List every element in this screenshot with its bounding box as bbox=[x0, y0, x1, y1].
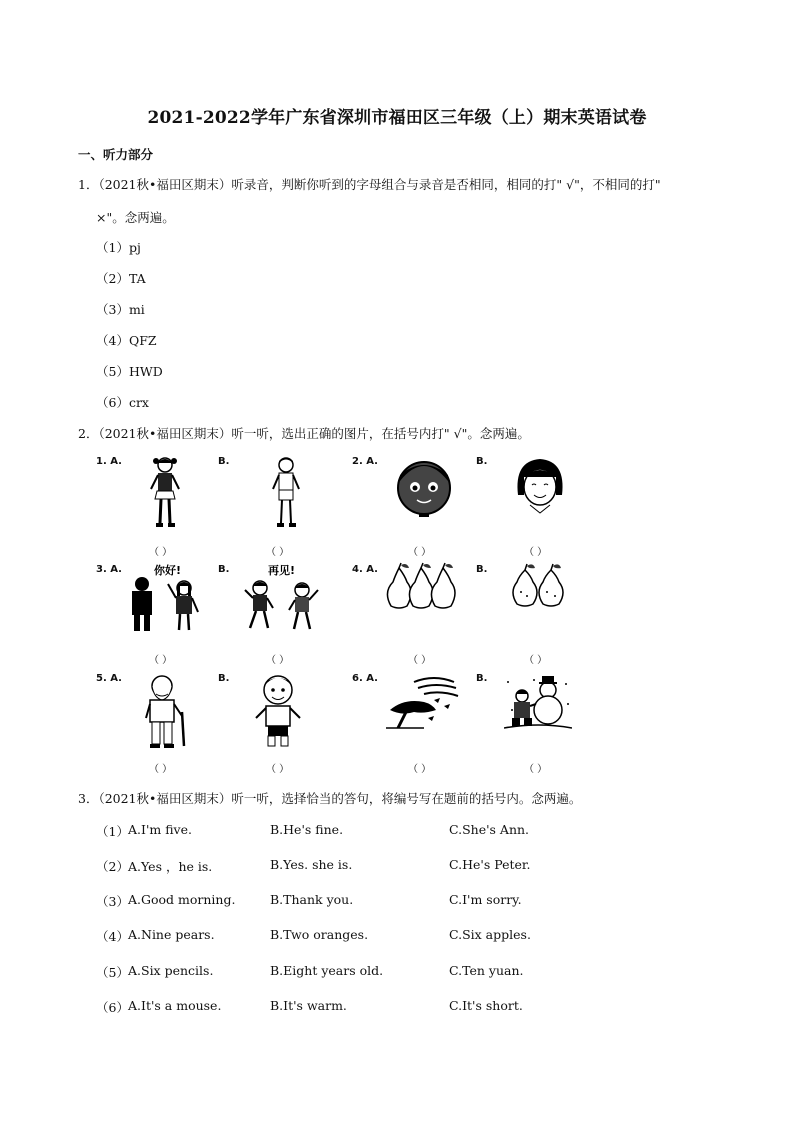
answer-parentheses[interactable]: （ ） bbox=[266, 655, 290, 666]
item-number: （2） bbox=[96, 271, 129, 286]
q3-row-number: （2） bbox=[96, 859, 129, 874]
q1-item bbox=[96, 238, 141, 256]
option-a: A.Six pencils. bbox=[128, 963, 214, 978]
q3-row-number: （6） bbox=[96, 1000, 129, 1015]
item-number: （3） bbox=[96, 302, 129, 317]
item-text: mi bbox=[128, 302, 145, 317]
picture-label: 2. A. bbox=[352, 456, 378, 467]
answer-parentheses[interactable]: （ ） bbox=[408, 764, 432, 775]
picture-label: B. bbox=[218, 673, 230, 684]
answer-parentheses[interactable]: （ ） bbox=[408, 547, 432, 558]
three-pears-image bbox=[385, 562, 461, 610]
item-text: TA bbox=[128, 271, 146, 286]
two-pears-image bbox=[507, 562, 571, 608]
option-c: C.I'm sorry. bbox=[449, 892, 522, 907]
q1-item bbox=[96, 300, 145, 318]
girl-standing-image bbox=[145, 455, 185, 530]
greeting-goodbye-image bbox=[242, 562, 322, 634]
answer-parentheses[interactable]: （ ） bbox=[408, 655, 432, 666]
picture-label: 6. A. bbox=[352, 673, 378, 684]
snowman-image bbox=[504, 674, 572, 734]
answer-parentheses[interactable]: （ ） bbox=[524, 547, 548, 558]
q3-stem: 3．（2021秋•福田区期末）听一听，选择恰当的答句，将编号写在题前的括号内。念两遍。 bbox=[78, 791, 582, 806]
q1-item bbox=[96, 269, 146, 287]
option-a: A.Good morning. bbox=[128, 892, 236, 907]
q1-stem-cont: ×"。念两遍。 bbox=[96, 210, 175, 225]
option-c: C.He's Peter. bbox=[449, 857, 531, 872]
answer-parentheses[interactable]: （ ） bbox=[524, 655, 548, 666]
option-c: C.It's short. bbox=[449, 998, 523, 1013]
item-text: QFZ bbox=[128, 333, 157, 348]
item-text: HWD bbox=[128, 364, 163, 379]
speech-hello: 你好! bbox=[154, 564, 182, 577]
picture-label: 4. A. bbox=[352, 564, 378, 575]
old-man-image bbox=[140, 672, 192, 750]
option-b: B.He's fine. bbox=[270, 822, 344, 837]
option-b: B.Thank you. bbox=[270, 892, 354, 907]
picture-label: B. bbox=[476, 673, 488, 684]
answer-parentheses[interactable]: （ ） bbox=[149, 655, 173, 666]
option-a: A.It's a mouse. bbox=[128, 998, 222, 1013]
q1-item bbox=[96, 331, 157, 349]
option-b: B.Two oranges. bbox=[270, 927, 369, 942]
item-number: （4） bbox=[96, 333, 129, 348]
q3-row-number: （5） bbox=[96, 965, 129, 980]
picture-label: 5. A. bbox=[96, 673, 122, 684]
picture-label: 3. A. bbox=[96, 564, 122, 575]
q3-row-number: （4） bbox=[96, 929, 129, 944]
item-number: （5） bbox=[96, 364, 129, 379]
picture-label: B. bbox=[476, 456, 488, 467]
young-boy-image bbox=[252, 672, 304, 750]
picture-label: 1. A. bbox=[96, 456, 122, 467]
speech-goodbye: 再见! bbox=[268, 564, 296, 577]
option-a: A.Yes ，he is. bbox=[128, 859, 213, 874]
option-c: C.Ten yuan. bbox=[449, 963, 524, 978]
q1-item bbox=[96, 393, 149, 411]
item-text: crx bbox=[128, 395, 149, 410]
option-a: A.Nine pears. bbox=[128, 927, 215, 942]
q1-item bbox=[96, 362, 163, 380]
q2-stem: 2．（2021秋•福田区期末）听一听，选出正确的图片，在括号内打" √"。念两遍。 bbox=[78, 426, 530, 441]
option-b: B.It's warm. bbox=[270, 998, 347, 1013]
picture-label: B. bbox=[476, 564, 488, 575]
windy-tree-image bbox=[384, 674, 462, 730]
option-b: B.Eight years old. bbox=[270, 963, 384, 978]
q3-row-number: （1） bbox=[96, 824, 129, 839]
answer-parentheses[interactable]: （ ） bbox=[266, 764, 290, 775]
answer-parentheses[interactable]: （ ） bbox=[524, 764, 548, 775]
q3-row-number: （3） bbox=[96, 894, 129, 909]
page-title: 2021-2022学年广东省深圳市福田区三年级（上）期末英语试卷 bbox=[147, 108, 647, 128]
answer-parentheses[interactable]: （ ） bbox=[149, 547, 173, 558]
option-a: A.I'm five. bbox=[128, 822, 192, 837]
q1-stem: 1．（2021秋•福田区期末）听录音，判断你听到的字母组合与录音是否相同，相同的打" √"，不相同的打" bbox=[78, 177, 661, 192]
item-text: pj bbox=[128, 240, 141, 255]
answer-parentheses[interactable]: （ ） bbox=[266, 547, 290, 558]
answer-parentheses[interactable]: （ ） bbox=[149, 764, 173, 775]
greeting-hello-image bbox=[126, 562, 206, 634]
item-number: （1） bbox=[96, 240, 129, 255]
option-b: B.Yes. she is. bbox=[270, 857, 353, 872]
girl-face-image bbox=[512, 455, 568, 517]
picture-label: B. bbox=[218, 564, 230, 575]
option-c: C.Six apples. bbox=[449, 927, 531, 942]
boy-face-image bbox=[392, 455, 456, 519]
picture-label: B. bbox=[218, 456, 230, 467]
boy-standing-image bbox=[266, 455, 306, 530]
item-number: （6） bbox=[96, 395, 129, 410]
option-c: C.She's Ann. bbox=[449, 822, 530, 837]
section-heading-listening: 一、听力部分 bbox=[78, 147, 154, 162]
